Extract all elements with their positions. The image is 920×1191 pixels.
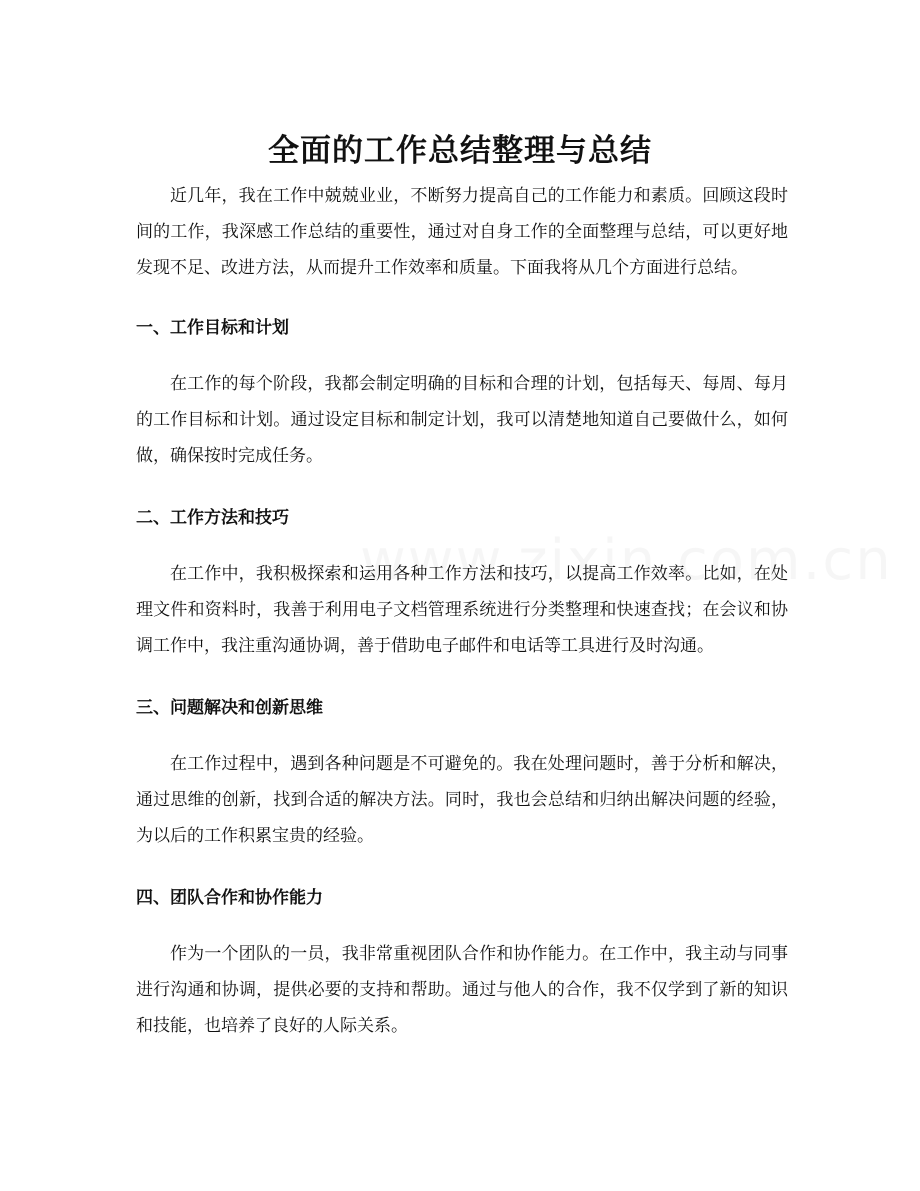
section-body-teamwork: 作为一个团队的一员，我非常重视团队合作和协作能力。在工作中，我主动与同事进行沟通和协调，提供必要的支持和帮助。通过与他人的合作，我不仅学到了新的知识和技能，也培养了良好的人际关系。 <box>136 944 788 1036</box>
document-title: 全面的工作总结整理与总结 <box>268 132 652 169</box>
section-heading-teamwork: 四、团队合作和协作能力 <box>136 888 323 908</box>
intro-paragraph: 近几年，我在工作中兢兢业业，不断努力提高自己的工作能力和素质。回顾这段时间的工作，我深感工作总结的重要性，通过对自身工作的全面整理与总结，可以更好地发现不足、改进方法，从而提升工作效率和质量。下面我将从几个方面进行总结。 <box>136 186 788 278</box>
section-heading-goals: 一、工作目标和计划 <box>136 318 289 338</box>
section-body-methods: 在工作中，我积极探索和运用各种工作方法和技巧，以提高工作效率。比如，在处理文件和资料时，我善于利用电子文档管理系统进行分类整理和快速查找；在会议和协调工作中，我注重沟通协调，善于借助电子邮件和电话等工具进行及时沟通。 <box>136 564 788 656</box>
section-heading-methods: 二、工作方法和技巧 <box>136 508 289 528</box>
section-body-goals: 在工作的每个阶段，我都会制定明确的目标和合理的计划，包括每天、每周、每月的工作目标和计划。通过设定目标和制定计划，我可以清楚地知道自己要做什么，如何做，确保按时完成任务。 <box>136 374 788 466</box>
document-body <box>136 178 788 1044</box>
section-heading-problem-solving: 三、问题解决和创新思维 <box>136 698 323 718</box>
section-body-problem-solving: 在工作过程中，遇到各种问题是不可避免的。我在处理问题时，善于分析和解决，通过思维的创新，找到合适的解决方法。同时，我也会总结和归纳出解决问题的经验，为以后的工作积累宝贵的经验。 <box>136 754 788 846</box>
